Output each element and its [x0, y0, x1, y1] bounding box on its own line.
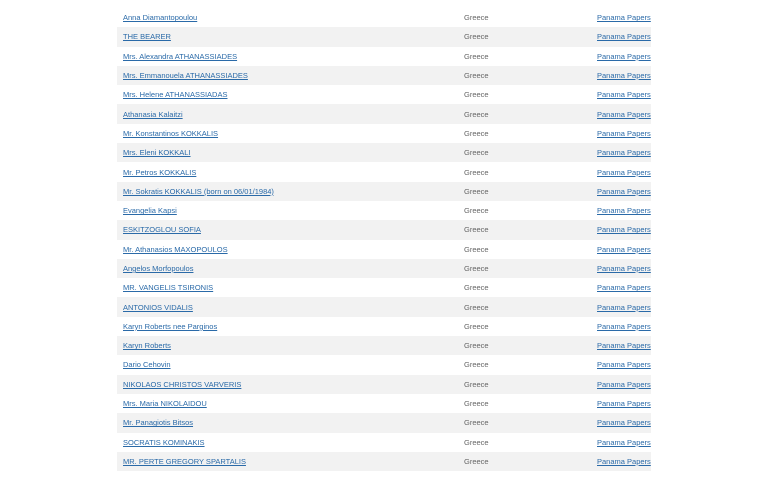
table-row [117, 47, 651, 66]
source-link[interactable]: Panama Papers [597, 360, 651, 370]
country-cell: Greece [464, 71, 489, 81]
country-cell: Greece [464, 128, 489, 138]
source-link[interactable]: Panama Papers [597, 167, 651, 177]
entity-name-link[interactable]: ANTONIOS VIDALIS [123, 302, 193, 312]
country-cell: Greece [464, 13, 489, 23]
entity-name-link[interactable]: Karyn Roberts [123, 341, 171, 351]
entity-name-link[interactable]: Evangelia Kapsi [123, 206, 177, 216]
table-row [117, 259, 651, 278]
country-cell: Greece [464, 437, 489, 447]
table-row [117, 375, 651, 394]
source-link[interactable]: Panama Papers [597, 148, 651, 158]
entity-name-link[interactable]: MR. PERTE GREGORY SPARTALIS [123, 456, 246, 466]
entity-name-link[interactable]: ESKITZOGLOU SOFIA [123, 225, 201, 235]
source-link[interactable]: Panama Papers [597, 456, 651, 466]
table-row [117, 104, 651, 123]
source-link[interactable]: Panama Papers [597, 206, 651, 216]
source-link[interactable]: Panama Papers [597, 437, 651, 447]
entity-name-link[interactable]: Mrs. Maria NIKOLAIDOU [123, 399, 207, 409]
country-cell: Greece [464, 283, 489, 293]
source-link[interactable]: Panama Papers [597, 418, 651, 428]
country-cell: Greece [464, 456, 489, 466]
entity-name-link[interactable]: Dario Cehovin [123, 360, 171, 370]
country-cell: Greece [464, 321, 489, 331]
country-cell: Greece [464, 341, 489, 351]
table-row [117, 143, 651, 162]
entity-name-link[interactable]: THE BEARER [123, 32, 171, 42]
entity-name-link[interactable]: NIKOLAOS CHRISTOS VARVERIS [123, 379, 242, 389]
country-cell: Greece [464, 109, 489, 119]
source-link[interactable]: Panama Papers [597, 399, 651, 409]
source-link[interactable]: Panama Papers [597, 186, 651, 196]
source-link[interactable]: Panama Papers [597, 128, 651, 138]
source-link[interactable]: Panama Papers [597, 321, 651, 331]
country-cell: Greece [464, 302, 489, 312]
entity-name-link[interactable]: Angelos Morfopoulos [123, 264, 194, 273]
entity-name-link[interactable]: Mrs. Eleni KOKKALI [123, 148, 191, 158]
entity-name-link[interactable]: Mrs. Emmanouela ATHANASSIADES [123, 71, 248, 81]
source-link[interactable]: Panama Papers [597, 283, 651, 293]
entity-name-link[interactable]: Mrs. Alexandra ATHANASSIADES [123, 51, 238, 61]
entity-name-link[interactable]: Karyn Roberts nee Parginos [123, 321, 218, 331]
entity-name-link[interactable]: Mr. Athanasios MAXOPOULOS [123, 244, 228, 254]
table-row [117, 336, 651, 355]
entity-name-link[interactable]: Anna Diamantopoulou [123, 13, 198, 23]
table-row [117, 201, 651, 220]
results-table [117, 8, 651, 471]
entity-name-link[interactable]: MR. VANGELIS TSIRONIS [123, 283, 214, 293]
country-cell: Greece [464, 418, 489, 428]
entity-name-link[interactable]: Athanasia Kalaitzi [123, 109, 183, 119]
source-link[interactable]: Panama Papers [597, 264, 651, 273]
table-row [117, 240, 651, 259]
country-cell: Greece [464, 32, 489, 42]
entity-name-link[interactable]: Mr. Konstantinos KOKKALIS [123, 128, 219, 138]
table-row [117, 433, 651, 452]
table-row [117, 27, 651, 46]
country-cell: Greece [464, 264, 489, 273]
source-link[interactable]: Panama Papers [597, 90, 651, 100]
source-link[interactable]: Panama Papers [597, 302, 651, 312]
table-row [117, 413, 651, 432]
source-link[interactable]: Panama Papers [597, 13, 651, 23]
source-link[interactable]: Panama Papers [597, 244, 651, 254]
country-cell: Greece [464, 360, 489, 370]
source-link[interactable]: Panama Papers [597, 71, 651, 81]
table-row [117, 182, 651, 201]
source-link[interactable]: Panama Papers [597, 379, 651, 389]
entity-name-link[interactable]: SOCRATIS KOMINAKIS [123, 437, 205, 447]
country-cell: Greece [464, 206, 489, 216]
table-row [117, 85, 651, 104]
entity-name-link[interactable]: Mr. Petros KOKKALIS [123, 167, 197, 177]
source-link[interactable]: Panama Papers [597, 32, 651, 42]
table-row [117, 452, 651, 471]
table-row [117, 297, 651, 316]
source-link[interactable]: Panama Papers [597, 51, 651, 61]
table-row [117, 317, 651, 336]
country-cell: Greece [464, 51, 489, 61]
table-row [117, 8, 651, 27]
country-cell: Greece [464, 90, 489, 100]
country-cell: Greece [464, 244, 489, 254]
source-link[interactable]: Panama Papers [597, 225, 651, 235]
source-link[interactable]: Panama Papers [597, 341, 651, 351]
country-cell: Greece [464, 148, 489, 158]
country-cell: Greece [464, 225, 489, 235]
table-row [117, 66, 651, 85]
entity-name-link[interactable]: Mr. Sokratis KOKKALIS (born on 06/01/1984) [123, 186, 274, 196]
country-cell: Greece [464, 167, 489, 177]
source-link[interactable]: Panama Papers [597, 109, 651, 119]
table-row [117, 394, 651, 413]
table-row [117, 124, 651, 143]
entity-name-link[interactable]: Mrs. Helene ATHANASSIADAS [123, 90, 228, 100]
table-row [117, 220, 651, 239]
entity-name-link[interactable]: Mr. Panagiotis Bitsos [123, 418, 194, 428]
table-row [117, 355, 651, 374]
table-row [117, 278, 651, 297]
country-cell: Greece [464, 186, 489, 196]
table-row [117, 162, 651, 181]
country-cell: Greece [464, 379, 489, 389]
country-cell: Greece [464, 399, 489, 409]
